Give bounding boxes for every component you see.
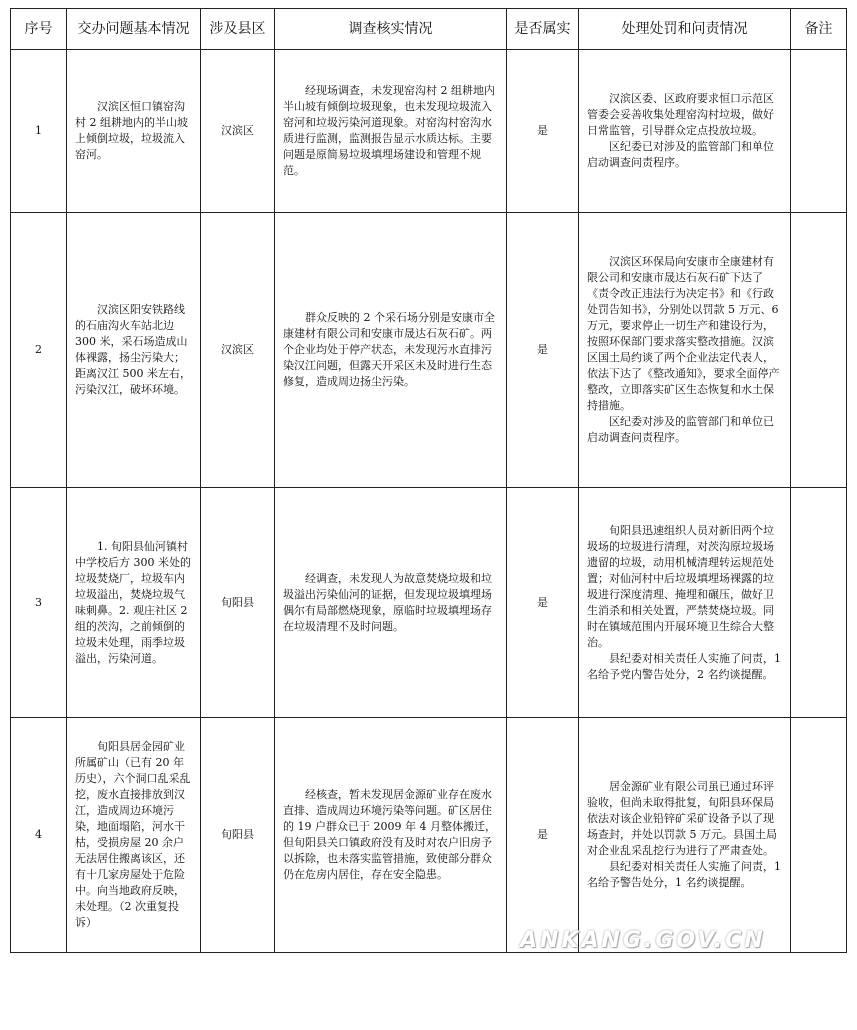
row-handling (579, 50, 791, 213)
investigation-text: 经核查，暂未发现居金源矿业存在废水直排、造成周边环境污染等问题。矿区居住的 19 户群众已于 2009 年 4 月整体搬迁，但旬阳县关口镇政府没有及时对农户旧房予以拆除，也未落实监管措施，致使部分群众仍在危房内居住，存在安全隐患。 (283, 788, 496, 881)
row-county: 汉滨区 (201, 50, 275, 213)
handling-text: 汉滨区环保局向安康市全康建材有限公司和安康市晟达石灰石矿下达了《责令改正违法行为决定书》和《行政处罚告知书》，分别处以罚款 5 万元、6 万元，要求停止一切生产和建设行为，按照环保部门要求落实整改措施。汉滨区国土局约谈了两个企业法定代表人，依法下达了《整改通知》，要求全面停产整改，立即落实矿区生态恢复和水土保持措施。 (587, 255, 780, 412)
header-row (11, 9, 847, 50)
issue-text: 汉滨区恒口镇窑沟村 2 组耕地内的半山坡上倾倒垃圾，垃圾流入窑河。 (75, 100, 188, 161)
row-handling (579, 488, 791, 718)
row-verified: 是 (507, 488, 579, 718)
row-county: 汉滨区 (201, 213, 275, 488)
row-investigation (275, 50, 507, 213)
table-row (11, 488, 847, 718)
handling-text: 汉滨区委、区政府要求恒口示范区管委会妥善收集处理窑沟村垃圾，做好日常监管，引导群众定点投放垃圾。 (587, 92, 774, 137)
row-issue (67, 488, 201, 718)
handling-text: 区纪委已对涉及的监管部门和单位启动调查问责程序。 (587, 140, 774, 169)
investigation-text: 经现场调查，未发现窑沟村 2 组耕地内半山坡有倾倒垃圾现象，也未发现垃圾流入窑河和垃圾污染河道现象。对窑沟村窑沟水质进行监测，监测报告显示水质达标。主要问题是原简易垃圾填埋场建设和管理不规范。 (283, 84, 495, 177)
row-issue (67, 718, 201, 953)
investigation-text: 经调查，未发现人为故意焚烧垃圾和垃圾溢出污染仙河的证据，但发现垃圾填埋场偶尔有局部燃烧现象，原临时垃圾填埋场存在垃圾清理不及时问题。 (283, 571, 492, 633)
header-issue: 交办问题基本情况 (67, 9, 201, 50)
handling-text: 旬阳县迅速组织人员对新旧两个垃圾场的垃圾进行清理，对茨沟原垃圾场遗留的垃圾，动用机械清理转运规范处置；对仙河村中后垃圾填埋场裸露的垃圾进行深度清理、掩埋和碾压，做好卫生消杀和相关处置，严禁焚烧垃圾。同时在镇域范围内开展环境卫生综合大整治。 (587, 523, 774, 649)
issue-text: 旬阳县居金园矿业所属矿山（已有 20 年历史），六个洞口乱采乱挖，废水直接排放到汉江，造成周边环境污染，地面塌陷，河水干枯，受损房屋 20 余户无法居住搬离该区，还有十几家房屋处于危险中。向当地政府反映，未处理。（2 次重复投诉） (75, 740, 191, 929)
table-row (11, 213, 847, 488)
row-remarks (791, 488, 847, 718)
row-issue (67, 50, 201, 213)
row-remarks (791, 213, 847, 488)
row-verified: 是 (507, 718, 579, 953)
complaint-table (10, 8, 847, 953)
row-investigation (275, 488, 507, 718)
row-seq: 1 (11, 50, 67, 213)
row-seq: 3 (11, 488, 67, 718)
handling-text: 县纪委对相关责任人实施了问责，1 名给予党内警告处分，2 名约谈提醒。 (587, 651, 781, 681)
row-remarks (791, 718, 847, 953)
issue-text: 1. 旬阳县仙河镇村中学校后方 300 米处的垃圾焚烧厂，垃圾车内垃圾溢出，焚烧垃圾气味刺鼻。2. 观庄社区 2 组的茨沟，之前倾倒的垃圾未处理，雨季垃圾溢出，污染河道。 (75, 539, 191, 665)
header-handling: 处理处罚和问责情况 (579, 9, 791, 50)
header-investigation: 调查核实情况 (275, 9, 507, 50)
handling-text: 县纪委对相关责任人实施了问责，1 名给予警告处分，1 名约谈提醒。 (587, 860, 781, 889)
header-verified: 是否属实 (507, 9, 579, 50)
site-watermark: ANKANG.GOV.CN (520, 928, 766, 953)
row-investigation (275, 718, 507, 953)
row-seq: 2 (11, 213, 67, 488)
table-row (11, 50, 847, 213)
row-county: 旬阳县 (201, 488, 275, 718)
row-investigation (275, 213, 507, 488)
investigation-text: 群众反映的 2 个采石场分别是安康市全康建材有限公司和安康市晟达石灰石矿。两个企业均处于停产状态，未发现污水直排污染汉江问题，但露天开采区未及时进行生态修复，造成周边扬尘污染。 (283, 311, 495, 388)
table-row (11, 718, 847, 953)
header-seq: 序号 (11, 9, 67, 50)
row-verified: 是 (507, 50, 579, 213)
row-seq: 4 (11, 718, 67, 953)
row-county: 旬阳县 (201, 718, 275, 953)
row-verified: 是 (507, 213, 579, 488)
issue-text: 汉滨区阳安铁路线的石庙沟火车站北边 300 米，采石场造成山体裸露，扬尘污染大；距离汉江 500 米左右，污染汉江，破坏环境。 (75, 303, 191, 396)
row-handling (579, 718, 791, 953)
handling-text: 居金源矿业有限公司虽已通过环评验收，但尚未取得批复，旬阳县环保局依法对该企业铅锌矿采矿设备予以了现场查封，并处以罚款 5 万元。县国土局对企业乱采乱挖行为进行了严肃查处。 (587, 780, 777, 857)
header-remarks: 备注 (791, 9, 847, 50)
row-handling (579, 213, 791, 488)
row-issue (67, 213, 201, 488)
handling-text: 区纪委对涉及的监管部门和单位已启动调查问责程序。 (587, 415, 774, 444)
header-county: 涉及县区 (201, 9, 275, 50)
row-remarks (791, 50, 847, 213)
